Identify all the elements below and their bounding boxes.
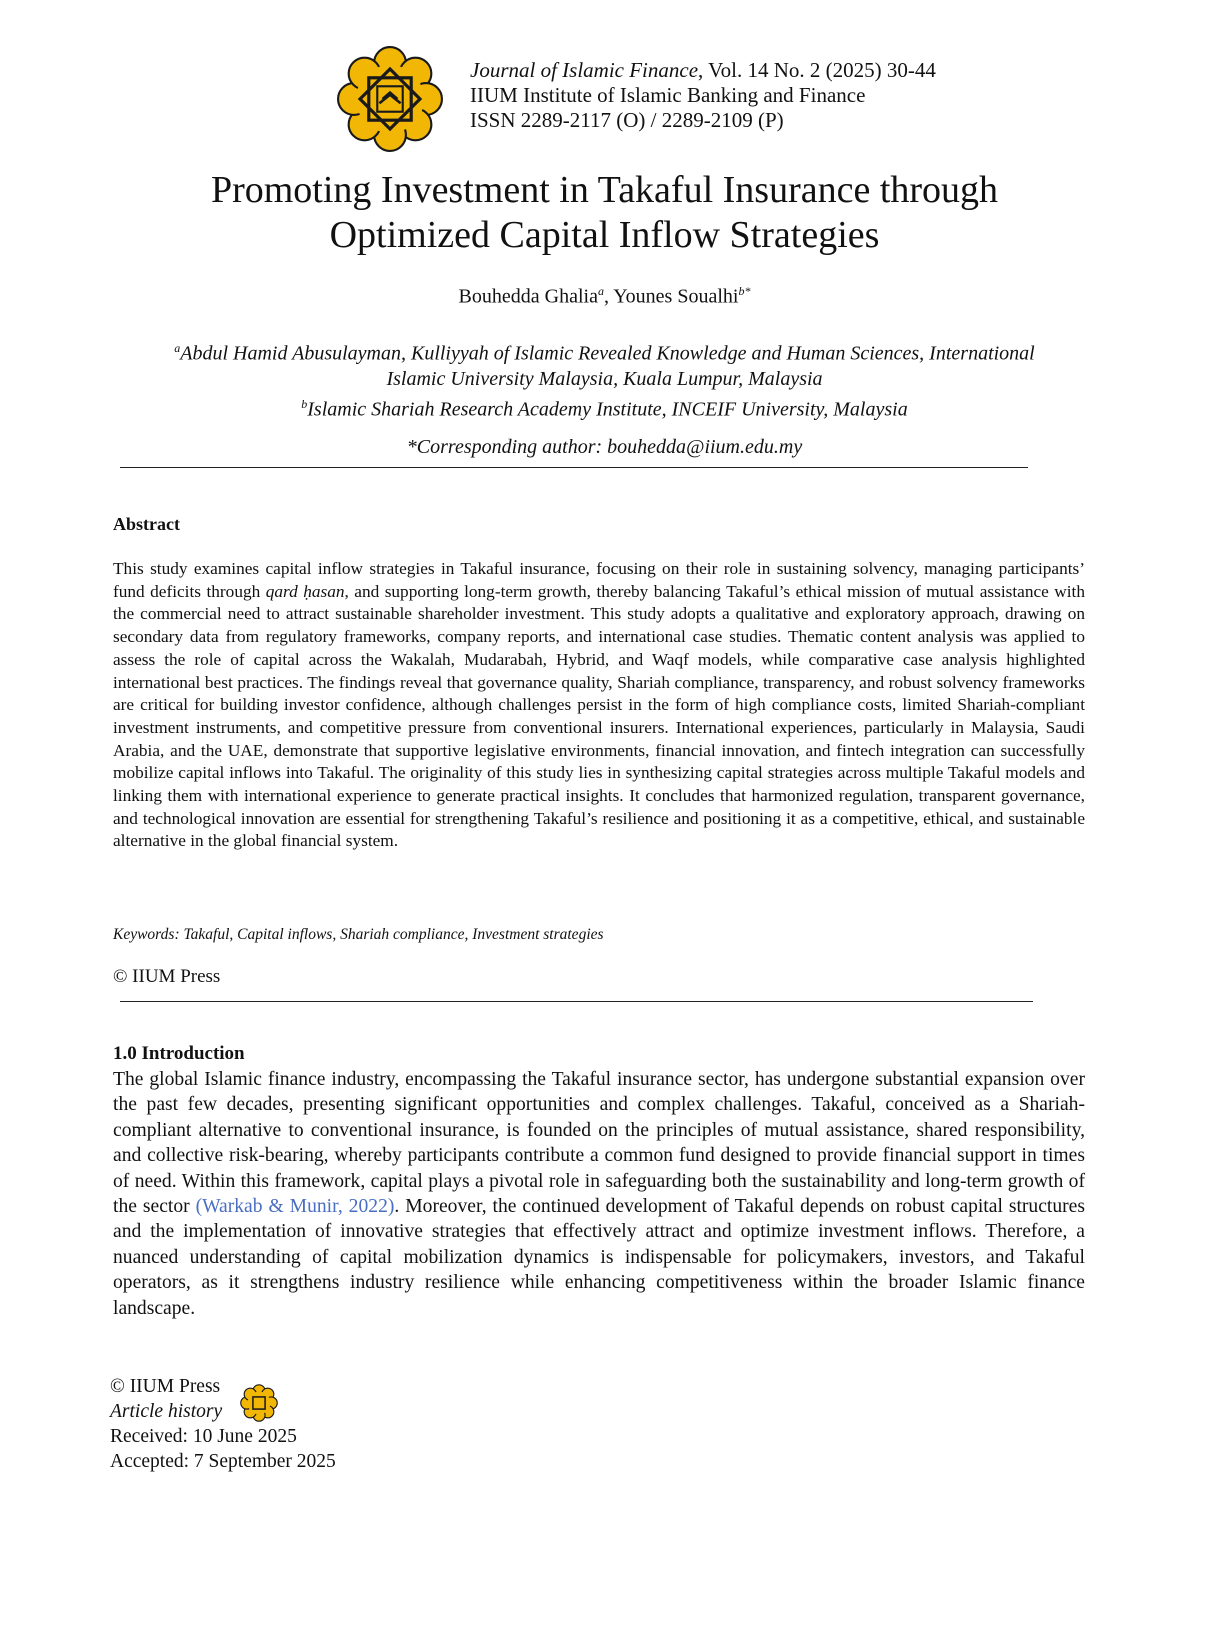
footer-copyright: © IIUM Press	[110, 1376, 221, 1397]
affiliation-a-line2: Islamic University Malaysia, Kuala Lumpur, Malaysia	[386, 367, 823, 390]
journal-issn: ISSN 2289-2117 (O) / 2289-2109 (P)	[470, 108, 784, 132]
author-list	[100, 284, 1109, 309]
author-separator: ,	[603, 285, 614, 308]
author-superscript: a	[597, 284, 604, 298]
citation-link[interactable]: (Warkab & Munir, 2022)	[195, 1196, 395, 1218]
corresponding-author: *Corresponding author: bouhedda@iium.edu.my	[406, 436, 803, 458]
paper-title-line1: Promoting Investment in Takaful Insurance through	[210, 169, 999, 211]
keywords-list: : Takaful, Capital inflows, Shariah compliance, Investment strategies	[174, 926, 604, 943]
paper-title	[100, 168, 1109, 258]
abstract-text-part2: , and supporting long-term growth, thereby balancing Takaful’s ethical mission of mutual assistance with the commercial need to attract sustainable shareholder investment. This study adopts a qualitative and exploratory approach, drawing on secondary data from regulatory frameworks, company reports, and international case studies. Thematic content analysis was applied to assess the role of capital across the Wakalah, Mudarabah, Hybrid, and Waqf models, while comparative case analysis highlighted international best practices. The findings reveal that governance quality, Shariah compliance, transparency, and robust solvency frameworks are critical for building investor confidence, although challenges persist in the form of high compliance costs, limited Shariah-compliant investment instruments, and competitive pressure from conventional insurers. International experiences, particularly in Malaysia, Saudi Arabia, and the UAE, demonstrate that supportive legislative environments, financial innovation, and fintech integration can successfully mobilize capital inflows into Takaful. The originality of this study lies in synthesizing capital strategies across multiple Takaful models and linking them with international experience to generate practical insights. It concludes that harmonized regulation, transparent governance, and technological innovation are essential for strengthening Takaful’s resilience and positioning it as a competitive, ethical, and sustainable alternative in the global financial system.	[113, 581, 1085, 851]
affiliations	[100, 336, 1109, 422]
abstract-text	[113, 558, 1085, 853]
divider	[120, 1001, 1033, 1002]
introduction-text-part2: . Moreover, the continued development of Takaful depends on robust capital structures and the implementation of innovative strategies that effectively attract and optimize investment inflows. Therefore, a nuanced understanding of capital mobilization dynamics is indispensable for policymakers, investors, and Takaful operators, as it strengthens industry resilience while enhancing competitiveness within the broader Islamic finance landscape.	[113, 1196, 1085, 1319]
keywords	[113, 926, 604, 944]
author-name: Bouhedda Ghalia	[458, 285, 598, 308]
article-history-label: Article history	[110, 1401, 223, 1422]
affiliation-a-line1: Abdul Hamid Abusulayman, Kulliyyah of Islamic Revealed Knowledge and Human Sciences, International	[180, 342, 1035, 365]
journal-issue: , Vol. 14 No. 2 (2025) 30-44	[698, 58, 936, 82]
author-name: Younes Soualhi	[613, 285, 739, 308]
affiliation-b: Islamic Shariah Research Academy Institute, INCEIF University, Malaysia	[307, 398, 908, 421]
paper-title-line2: Optimized Capital Inflow Strategies	[329, 214, 880, 256]
introduction-heading: 1.0 Introduction	[113, 1043, 245, 1064]
accepted-date: Accepted: 7 September 2025	[110, 1451, 336, 1472]
keywords-label: Keywords	[113, 926, 175, 943]
abstract-italic-term: qard ḥasan	[265, 581, 345, 601]
article-history	[110, 1374, 336, 1474]
iium-small-logo-icon	[240, 1384, 278, 1422]
iium-flower-logo-icon	[337, 46, 443, 152]
abstract-heading: Abstract	[113, 514, 180, 534]
journal-institute: IIUM Institute of Islamic Banking and Finance	[470, 83, 866, 107]
journal-name: Journal of Islamic Finance	[470, 58, 699, 82]
divider	[120, 467, 1028, 468]
affiliation-superscript: a	[174, 341, 181, 355]
journal-header	[470, 58, 936, 133]
affiliation-superscript: b	[301, 396, 308, 411]
abstract-text-part1: This study examines capital inflow strategies in Takaful insurance, focusing on their role in sustaining solvency, managing participants’ fund deficits through	[113, 559, 1085, 601]
introduction-text	[113, 1067, 1085, 1321]
received-date: Received: 10 June 2025	[110, 1426, 297, 1447]
abstract-copyright: © IIUM Press	[113, 966, 221, 987]
author-superscript: b*	[738, 284, 751, 298]
introduction-text-part1: The global Islamic finance industry, encompassing the Takaful insurance sector, has undergone substantial expansion over the past few decades, presenting significant opportunities and complex challenges. Takaful, conceived as a Shariah-compliant alternative to conventional insurance, is founded on the principles of mutual assistance, shared responsibility, and collective risk-bearing, whereby participants contribute a common fund designed to provide financial support in times of need. Within this framework, capital plays a pivotal role in safeguarding both the sustainability and long-term growth of the sector	[113, 1069, 1085, 1218]
